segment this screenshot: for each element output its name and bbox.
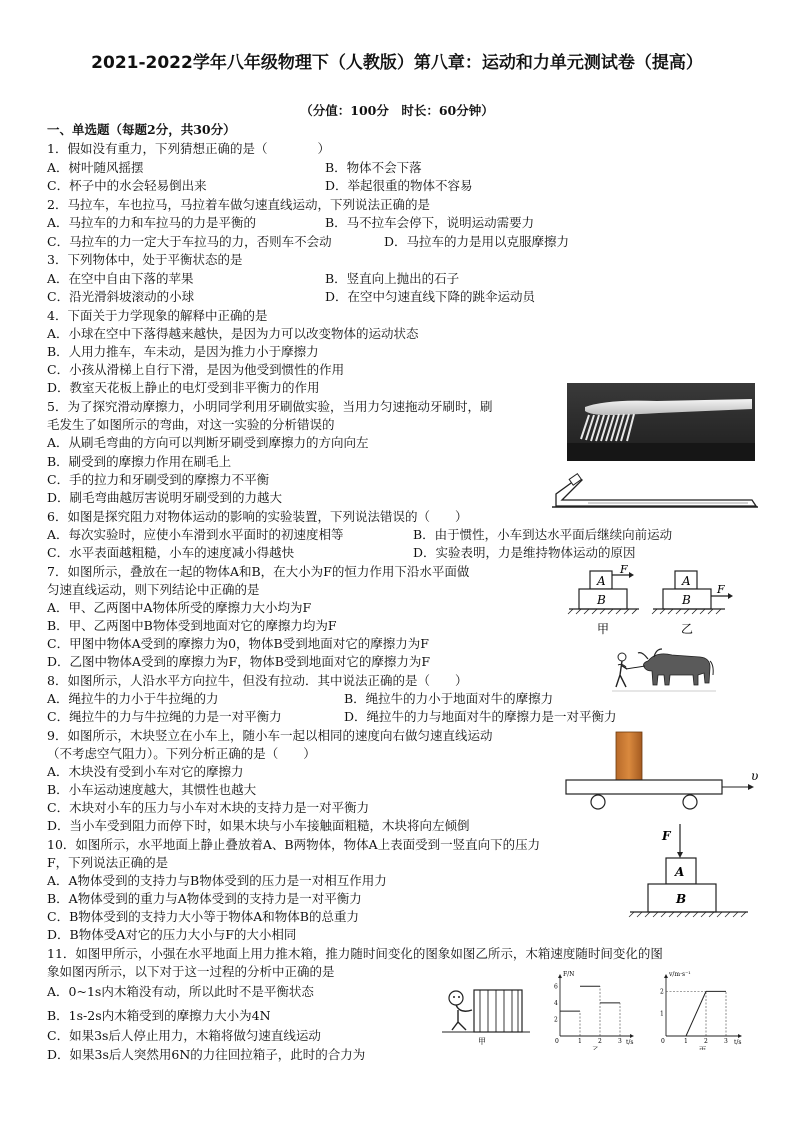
boy-pushing-box-figure	[438, 980, 534, 1046]
q5-stem-line2: 毛发生了如图所示的弯曲，对这一实验的分析错误的	[47, 417, 335, 432]
q10-label-f: F	[662, 829, 671, 843]
q3-option-b: B．竖直向上抛出的石子	[325, 271, 460, 286]
q11-option-a: A．0~1s内木箱没有动，所以此时不是平衡状态	[47, 984, 314, 999]
q7-yi-label-a: A	[682, 574, 691, 588]
velocity-time-chart	[652, 966, 752, 1050]
q4-option-a: A．小球在空中下落得越来越快，是因为力可以改变物体的运动状态	[47, 326, 419, 341]
q6-option-d: D．实验表明，力是维持物体运动的原因	[413, 545, 636, 560]
q6-option-a: A．每次实验时，应使小车滑到水平面时的初速度相等	[47, 527, 344, 542]
q10-stem-line1: 10．如图所示，水平地面上静止叠放着A、B两物体，物体A上表面受到一竖直向下的压力	[47, 837, 541, 852]
chart-yi-ytick-2: 2	[554, 1016, 558, 1024]
chart-bing-xtick-0: 1	[684, 1038, 688, 1045]
chart-yi-x-label: t/s	[626, 1039, 634, 1046]
q8-stem: 8．如图所示，人沿水平方向拉牛，但没有拉动．其中说法正确的是（ ）	[47, 673, 468, 688]
q10-label-a: A	[675, 865, 685, 879]
chart-bing-ytick-1: 1	[660, 1010, 664, 1018]
q4-option-c: C．小孩从滑梯上自行下滑，是因为他受到惯性的作用	[47, 362, 345, 377]
q3-option-a: A．在空中自由下落的苹果	[47, 271, 194, 286]
q7-jia-label-a: A	[597, 574, 606, 588]
q5-option-a: A．从刷毛弯曲的方向可以判断牙刷受到摩擦力的方向向左	[47, 435, 369, 450]
velocity-label: υ	[751, 769, 759, 783]
q9-stem-line2: （不考虑空气阻力）。下列分析正确的是（ ）	[47, 746, 316, 761]
q7-stacked-blocks-figure	[563, 563, 759, 641]
chart-yi-xtick-0: 1	[578, 1038, 582, 1045]
chart-yi-xtick-2: 3	[618, 1038, 622, 1045]
chart-yi-xtick-1: 2	[598, 1038, 602, 1045]
incline-cart-figure	[548, 470, 760, 510]
q3-stem: 3．下列物体中，处于平衡状态的是	[47, 252, 243, 267]
q9-option-d: D．当小车受到阻力而停下时，如果木块与小车接触面粗糙，木块将向左倾倒	[47, 818, 470, 833]
q9-option-c: C．木块对小车的压力与小车对木块的支持力是一对平衡力	[47, 800, 370, 815]
q10-stacked-blocks-figure	[628, 820, 752, 922]
q6-option-c: C．水平表面越粗糙，小车的速度减小得越快	[47, 545, 295, 560]
section-title: 一、单选题（每题2分，共30分）	[47, 122, 236, 137]
q7-label-yi: 乙	[681, 622, 694, 636]
q1-stem: 1．假如没有重力，下列猜想正确的是（ ）	[47, 141, 330, 156]
q4-stem: 4．下面关于力学现象的解释中正确的是	[47, 308, 268, 323]
page-subtitle: （分值：100分 时长：60分钟）	[300, 103, 494, 118]
q8-option-a: A．绳拉牛的力小于牛拉绳的力	[47, 691, 219, 706]
q8-option-b: B．绳拉牛的力小于地面对牛的摩擦力	[344, 691, 554, 706]
chart-yi-ytick-1: 4	[554, 999, 558, 1007]
chart-bing-segment-1	[686, 991, 706, 1036]
cart-with-block-figure	[562, 730, 762, 814]
q10-label-b: B	[676, 892, 687, 906]
q7-jia-label-b: B	[597, 593, 606, 607]
chart-yi-y-label: F/N	[563, 971, 575, 978]
q8-option-d: D．绳拉牛的力与地面对牛的摩擦力是一对平衡力	[344, 709, 617, 724]
q3-option-d: D．在空中匀速直线下降的跳伞运动员	[325, 289, 536, 304]
chart-yi-x-arrow	[630, 1034, 634, 1038]
q7-option-b: B．甲、乙两图中B物体受到地面对它的摩擦力均为F	[47, 618, 337, 633]
q11-stem-line1: 11．如图甲所示，小强在水平地面上用力推木箱，推力随时间变化的图象如图乙所示，木箱速度随时间变化的图	[47, 946, 663, 961]
chart-bing-xtick-1: 2	[704, 1038, 708, 1045]
toothbrush-photo	[567, 383, 755, 461]
q7-label-jia: 甲	[597, 622, 610, 636]
q7-stem-line2: 匀速直线运动，则下列结论中正确的是	[47, 582, 260, 597]
q7-option-a: A．甲、乙两图中A物体所受的摩擦力大小均为F	[47, 600, 312, 615]
q11-option-d: D．如果3s后人突然用6N的力往回拉箱子，此时的合力为	[47, 1047, 366, 1062]
q6-stem: 6．如图是探究阻力对物体运动的影响的实验装置，下列说法错误的（ ）	[47, 509, 468, 524]
q4-option-b: B．人用力推车，车未动，是因为推力小于摩擦力	[47, 344, 319, 359]
q11-label-jia: 甲	[478, 1037, 486, 1046]
q11-option-b: B．1s-2s内木箱受到的摩擦力大小为4N	[47, 1008, 271, 1023]
q10-option-c: C．B物体受到的支持力大小等于物体A和物体B的总重力	[47, 909, 359, 924]
chart-yi-origin: 0	[555, 1038, 559, 1045]
chart-bing-y-label: v/m·s⁻¹	[669, 971, 691, 978]
q6-option-b: B．由于惯性，小车到达水平面后继续向前运动	[413, 527, 673, 542]
q2-option-c: C．马拉车的力一定大于车拉马的力，否则车不会动	[47, 234, 332, 249]
q5-option-c: C．手的拉力和牙刷受到的摩擦力不平衡	[47, 472, 270, 487]
q2-stem: 2．马拉车，车也拉马，马拉着车做匀速直线运动，下列说法正确的是	[47, 197, 430, 212]
q7-yi-label-b: B	[682, 593, 691, 607]
q2-option-b: B．马不拉车会停下，说明运动需要力	[325, 215, 535, 230]
chart-bing-x-label: t/s	[734, 1039, 742, 1046]
q10-option-a: A．A物体受到的支持力与B物体受到的压力是一对相互作用力	[47, 873, 387, 888]
chart-yi-caption: 乙	[592, 1046, 599, 1050]
chart-bing-caption: 丙	[699, 1046, 706, 1050]
q10-option-d: D．B物体受A对它的压力大小与F的大小相同	[47, 927, 297, 942]
q10-option-b: B．A物体受到的重力与A物体受到的支持力是一对平衡力	[47, 891, 362, 906]
chart-bing-y-arrow	[664, 974, 668, 978]
chart-bing-origin: 0	[661, 1038, 665, 1045]
force-time-chart	[548, 966, 644, 1050]
q5-option-b: B．刷受到的摩擦力作用在刷毛上	[47, 454, 232, 469]
q2-option-a: A．马拉车的力和车拉马的力是平衡的	[47, 215, 257, 230]
q1-option-a: A．树叶随风摇摆	[47, 160, 144, 175]
q7-yi-label-f: F	[717, 583, 725, 596]
chart-bing-ytick-0: 2	[660, 988, 664, 996]
page-title: 2021-2022学年八年级物理下（人教版）第八章：运动和力单元测试卷（提高）	[91, 53, 703, 73]
chart-yi-ytick-0: 6	[554, 983, 558, 991]
q9-stem-line1: 9．如图所示，木块竖立在小车上，随小车一起以相同的速度向右做匀速直线运动	[47, 728, 493, 743]
q1-option-c: C．杯子中的水会轻易倒出来	[47, 178, 207, 193]
q1-option-b: B．物体不会下落	[325, 160, 422, 175]
q3-option-c: C．沿光滑斜坡滚动的小球	[47, 289, 195, 304]
chart-bing-xtick-2: 3	[724, 1038, 728, 1045]
q7-stem-line1: 7．如图所示，叠放在一起的物体A和B，在大小为F的恒力作用下沿水平面做	[47, 564, 470, 579]
chart-bing-x-arrow	[738, 1034, 742, 1038]
q4-option-d: D．教室天花板上静止的电灯受到非平衡力的作用	[47, 380, 320, 395]
q9-option-b: B．小车运动速度越大，其惯性也越大	[47, 782, 257, 797]
q11-stem-line2: 象如图丙所示，以下对于这一过程的分析中正确的是	[47, 964, 335, 979]
q5-stem-line1: 5．为了探究滑动摩擦力，小明同学利用牙刷做实验，当用力匀速拖动牙刷时，刷	[47, 399, 493, 414]
q10-stem-line2: F，下列说法正确的是	[47, 855, 169, 870]
q5-option-d: D．刷毛弯曲越厉害说明牙刷受到的力越大	[47, 490, 283, 505]
q7-option-d: D．乙图中物体A受到的摩擦力为F，物体B受到地面对它的摩擦力为F	[47, 654, 431, 669]
q7-option-c: C．甲图中物体A受到的摩擦力为0，物体B受到地面对它的摩擦力为F	[47, 636, 429, 651]
q7-jia-label-f: F	[620, 563, 628, 576]
q2-option-d: D．马拉车的力是用以克服摩擦力	[384, 234, 570, 249]
chart-yi-y-arrow	[558, 974, 562, 978]
q8-option-c: C．绳拉牛的力与牛拉绳的力是一对平衡力	[47, 709, 282, 724]
q11-option-c: C．如果3s后人停止用力，木箱将做匀速直线运动	[47, 1028, 321, 1043]
q9-option-a: A．木块没有受到小车对它的摩擦力	[47, 764, 244, 779]
man-pulling-ox-figure	[612, 645, 716, 697]
q1-option-d: D．举起很重的物体不容易	[325, 178, 473, 193]
